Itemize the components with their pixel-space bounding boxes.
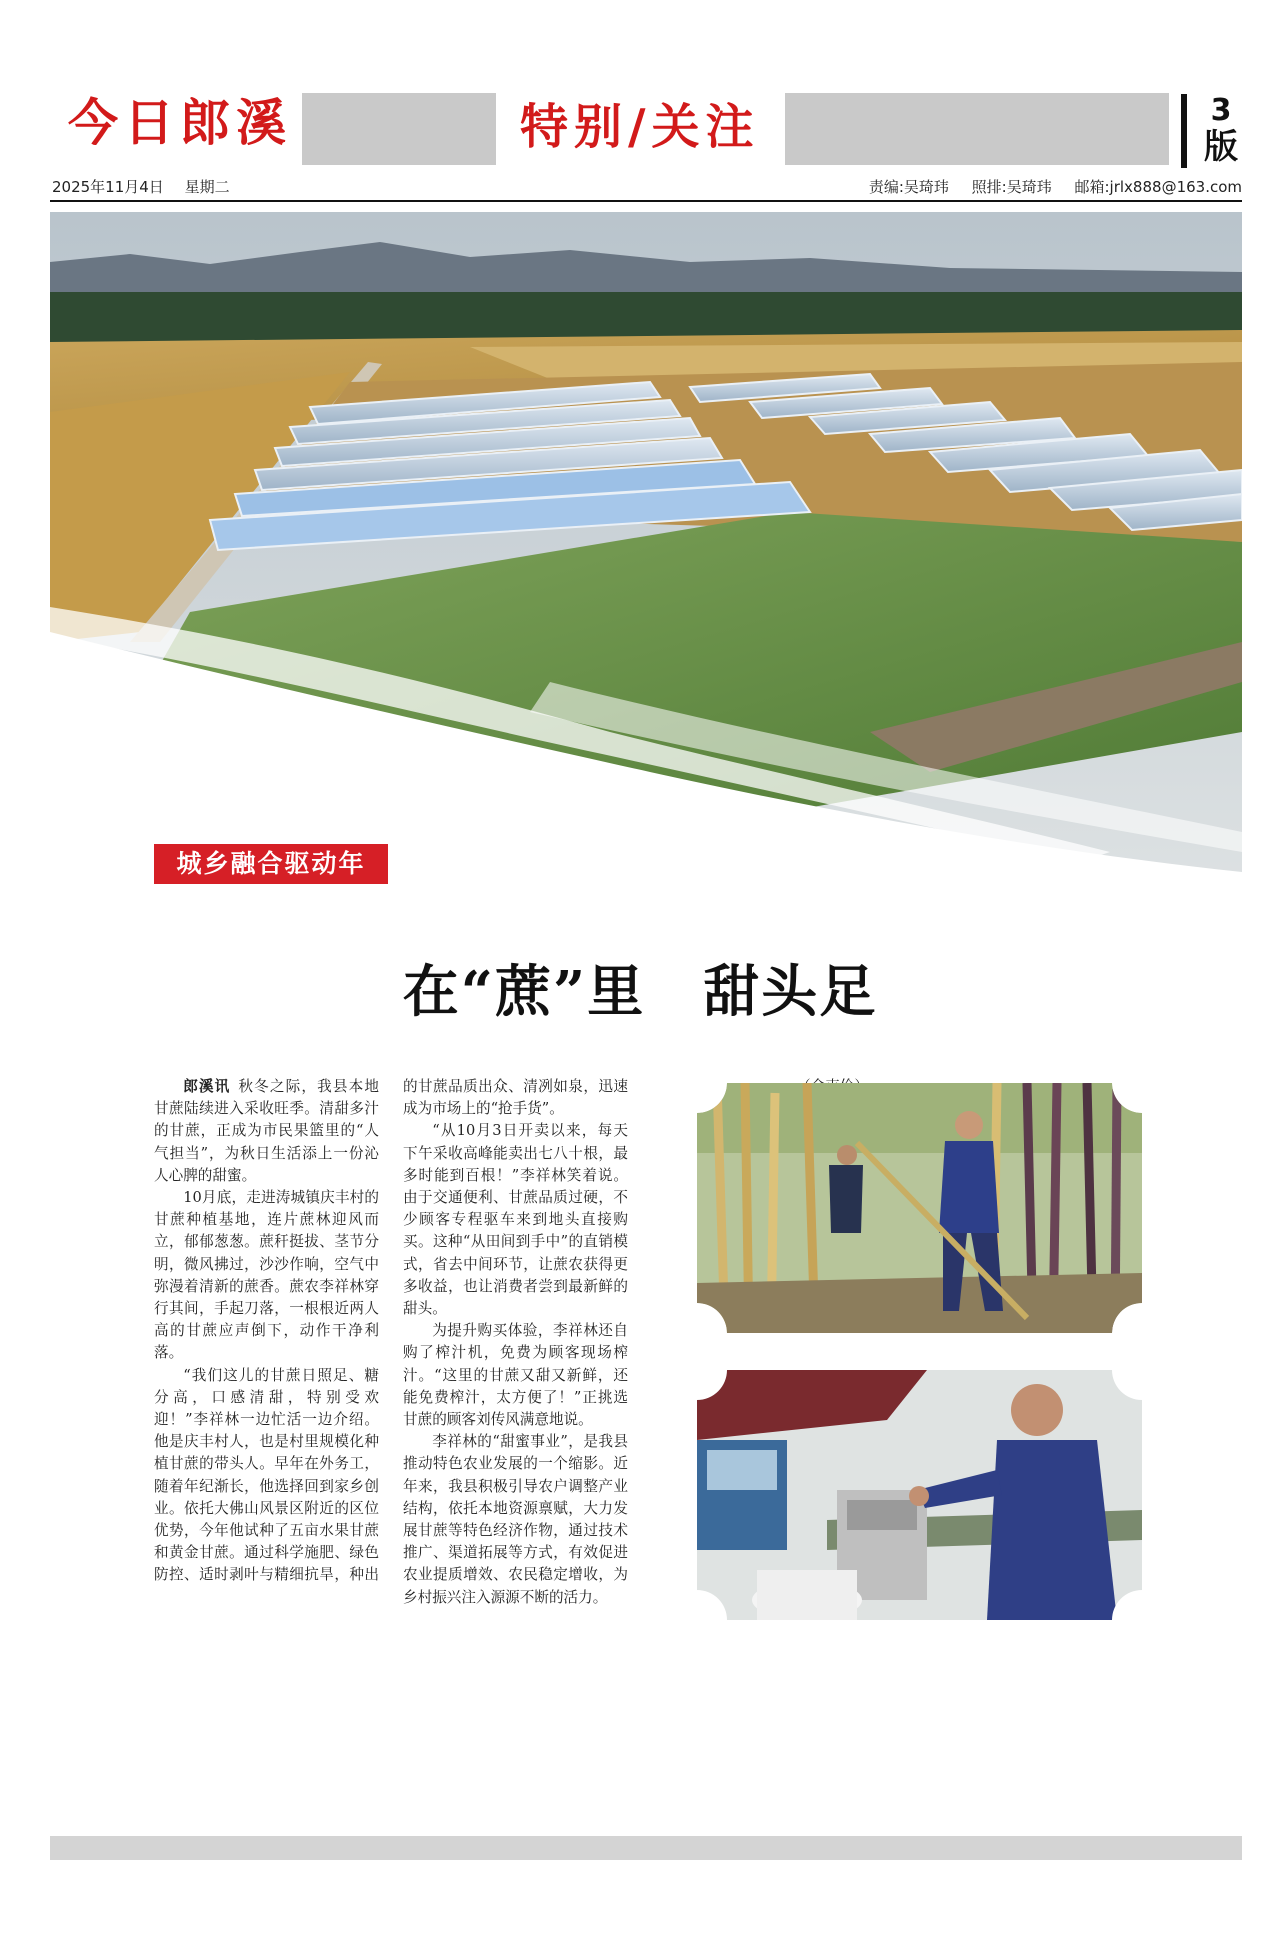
- article-paragraph-1: 郎溪讯 秋冬之际，我县本地甘蔗陆续进入采收旺季。清甜多汁的甘蔗，正成为市民果篮里的“人气担当”，为秋日生活添上一份沁人心脾的甜蜜。: [154, 1078, 379, 1184]
- editor-credit: 责编:吴琦玮: [868, 178, 949, 196]
- email-credit: 邮箱:jrlx888@163.com: [1074, 178, 1242, 196]
- dateline: [52, 176, 246, 197]
- article-lead: 郎溪讯: [183, 1078, 231, 1095]
- hero-aerial-photo: [50, 212, 1242, 932]
- article-paragraph-4: “从10月3日开卖以来，每天下午采收高峰能卖出七八十根，最多时能到百根！”李祥林笑着说。由于交通便利、甘蔗品质过硬，不少顾客专程驱车来到地头直接购买。这种“从田间到手中”的直销模式，省去中间环节，让蔗农获得更多收益，也让消费者尝到最新鲜的甜头。: [403, 1122, 628, 1318]
- page-number-unit: 版: [1204, 127, 1238, 167]
- article-body: [154, 1076, 628, 1616]
- issue-weekday: 星期二: [184, 178, 230, 196]
- newspaper-brand: 今日郎溪: [68, 93, 292, 152]
- issue-date: 2025年11月4日: [52, 178, 164, 196]
- page-number-divider: [1181, 94, 1187, 168]
- page-number-value: 3: [1210, 93, 1232, 128]
- page-number: [1198, 93, 1244, 167]
- article-paragraph-3: “我们这儿的甘蔗日照足、糖分高，口感清甜，特别受欢迎！”李祥林一边忙活一边介绍。他是庆丰村人，也是村里规模化种植甘蔗的带头人。早年在外务工，随着年纪渐长，他选择回到家乡创业。依托大佛山风景区附近的区位优势，今年他试种了五亩水果甘蔗和黄金甘蔗。通过科学施肥、绿色防控、适时剥叶与精细抗旱，种出的甘蔗品质出众、清冽如泉，迅速成为市场上的“抢手货”。: [154, 1078, 628, 1584]
- article-headline: 在“蔗”里 甜头足: [402, 959, 878, 1025]
- masthead-gray-block-right: [785, 93, 1169, 165]
- article-paragraph-2: 10月底，走进涛城镇庆丰村的甘蔗种植基地，连片蔗林迎风而立，郁郁葱葱。蔗秆挺拔、茎节分明，微风拂过，沙沙作响，空气中弥漫着清新的蔗香。蔗农李祥林穿行其间，手起刀落，一根根近两人高的甘蔗应声倒下，动作干净利落。: [154, 1189, 379, 1362]
- footer-bar: [50, 1836, 1242, 1860]
- page-credits: [851, 176, 1242, 197]
- masthead-gray-block-left: [302, 93, 496, 165]
- article-paragraph-5: 为提升购买体验，李祥林还自购了榨汁机，免费为顾客现场榨汁。“这里的甘蔗又甜又新鲜，还能免费榨汁，太方便了！”正挑选甘蔗的顾客刘传风满意地说。: [403, 1322, 628, 1429]
- header-rule: [50, 200, 1242, 202]
- layout-credit: 照排:吴琦玮: [971, 178, 1052, 196]
- section-title: 特别/关注: [520, 99, 760, 155]
- photo-juicing-stall: [697, 1370, 1142, 1620]
- article-paragraph-6: 李祥林的“甜蜜事业”，是我县推动特色农业发展的一个缩影。近年来，我县积极引导农户调整产业结构，依托本地资源禀赋，大力发展甘蔗等特色经济作物，通过技术推广、渠道拓展等方式，有效促进农业提质增效、农民稳定增收，为乡村振兴注入源源不断的活力。: [403, 1433, 628, 1606]
- photo-harvesting-sugarcane: [697, 1083, 1142, 1333]
- feature-tag: 城乡融合驱动年: [154, 844, 388, 884]
